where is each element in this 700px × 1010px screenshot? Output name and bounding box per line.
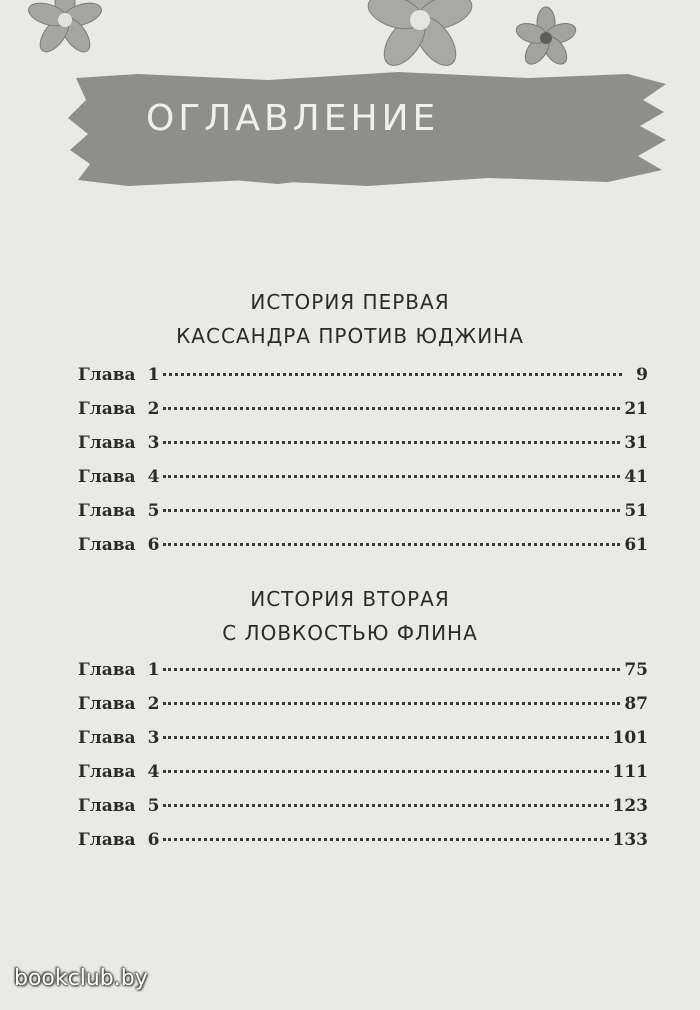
dot-leader (163, 770, 608, 773)
toc-entry[interactable] (78, 365, 648, 399)
chapter-number: 4 (147, 467, 160, 487)
chapter-label: Глава (78, 830, 136, 850)
chapter-number: 6 (147, 830, 160, 850)
page-number: 75 (624, 660, 648, 680)
toc-entry[interactable] (78, 830, 648, 864)
dot-leader (163, 373, 622, 376)
dot-leader (163, 668, 620, 671)
site-watermark: bookclub.by (14, 966, 148, 991)
chapter-number: 5 (147, 796, 160, 816)
toc-entry[interactable] (78, 467, 648, 501)
chapter-label: Глава (78, 501, 136, 521)
dot-leader (163, 838, 608, 841)
chapter-label: Глава (78, 694, 136, 714)
chapter-label: Глава (78, 365, 136, 385)
chapter-number: 2 (147, 694, 160, 714)
toc-entry[interactable] (78, 694, 648, 728)
page-number: 87 (624, 694, 648, 714)
story-1-heading-line1: ИСТОРИЯ ПЕРВАЯ (250, 290, 450, 314)
dot-leader (163, 736, 608, 739)
title-banner (68, 70, 668, 190)
story-2-heading-line2: С ЛОВКОСТЬЮ ФЛИНА (222, 621, 478, 645)
page-number: 111 (612, 762, 648, 782)
page-number: 61 (624, 535, 648, 555)
chapter-label: Глава (78, 660, 136, 680)
flower-right-icon (510, 2, 582, 74)
story-2-heading-line1: ИСТОРИЯ ВТОРАЯ (250, 587, 450, 611)
chapter-number: 5 (147, 501, 160, 521)
chapter-number: 3 (147, 433, 160, 453)
chapter-label: Глава (78, 762, 136, 782)
chapter-number: 1 (147, 660, 160, 680)
story-1-toc (78, 365, 648, 569)
page-number: 51 (624, 501, 648, 521)
page-number: 133 (612, 830, 648, 850)
dot-leader (163, 804, 608, 807)
toc-entry[interactable] (78, 535, 648, 569)
dot-leader (163, 543, 620, 546)
story-2-toc (78, 660, 648, 864)
dot-leader (163, 407, 620, 410)
toc-entry[interactable] (78, 501, 648, 535)
chapter-number: 6 (147, 535, 160, 555)
chapter-label: Глава (78, 728, 136, 748)
chapter-label: Глава (78, 433, 136, 453)
page-number: 21 (624, 399, 648, 419)
toc-entry[interactable] (78, 660, 648, 694)
toc-entry[interactable] (78, 433, 648, 467)
chapter-number: 2 (147, 399, 160, 419)
page-number: 123 (612, 796, 648, 816)
page-number: 9 (636, 365, 648, 385)
page-number: 41 (624, 467, 648, 487)
dot-leader (163, 475, 620, 478)
chapter-label: Глава (78, 467, 136, 487)
chapter-label: Глава (78, 796, 136, 816)
toc-entry[interactable] (78, 399, 648, 433)
story-1-heading-line2: КАССАНДРА ПРОТИВ ЮДЖИНА (176, 324, 524, 348)
dot-leader (163, 702, 620, 705)
toc-entry[interactable] (78, 762, 648, 796)
page-number: 101 (612, 728, 648, 748)
chapter-number: 1 (147, 365, 160, 385)
toc-entry[interactable] (78, 728, 648, 762)
chapter-label: Глава (78, 399, 136, 419)
page-number: 31 (624, 433, 648, 453)
toc-entry[interactable] (78, 796, 648, 830)
chapter-number: 4 (147, 762, 160, 782)
chapter-number: 3 (147, 728, 160, 748)
dot-leader (163, 509, 620, 512)
chapter-label: Глава (78, 535, 136, 555)
page-title: ОГЛАВЛЕНИЕ (146, 98, 440, 139)
flower-left-icon (20, 0, 110, 60)
flower-center-icon (360, 0, 480, 75)
dot-leader (163, 441, 620, 444)
